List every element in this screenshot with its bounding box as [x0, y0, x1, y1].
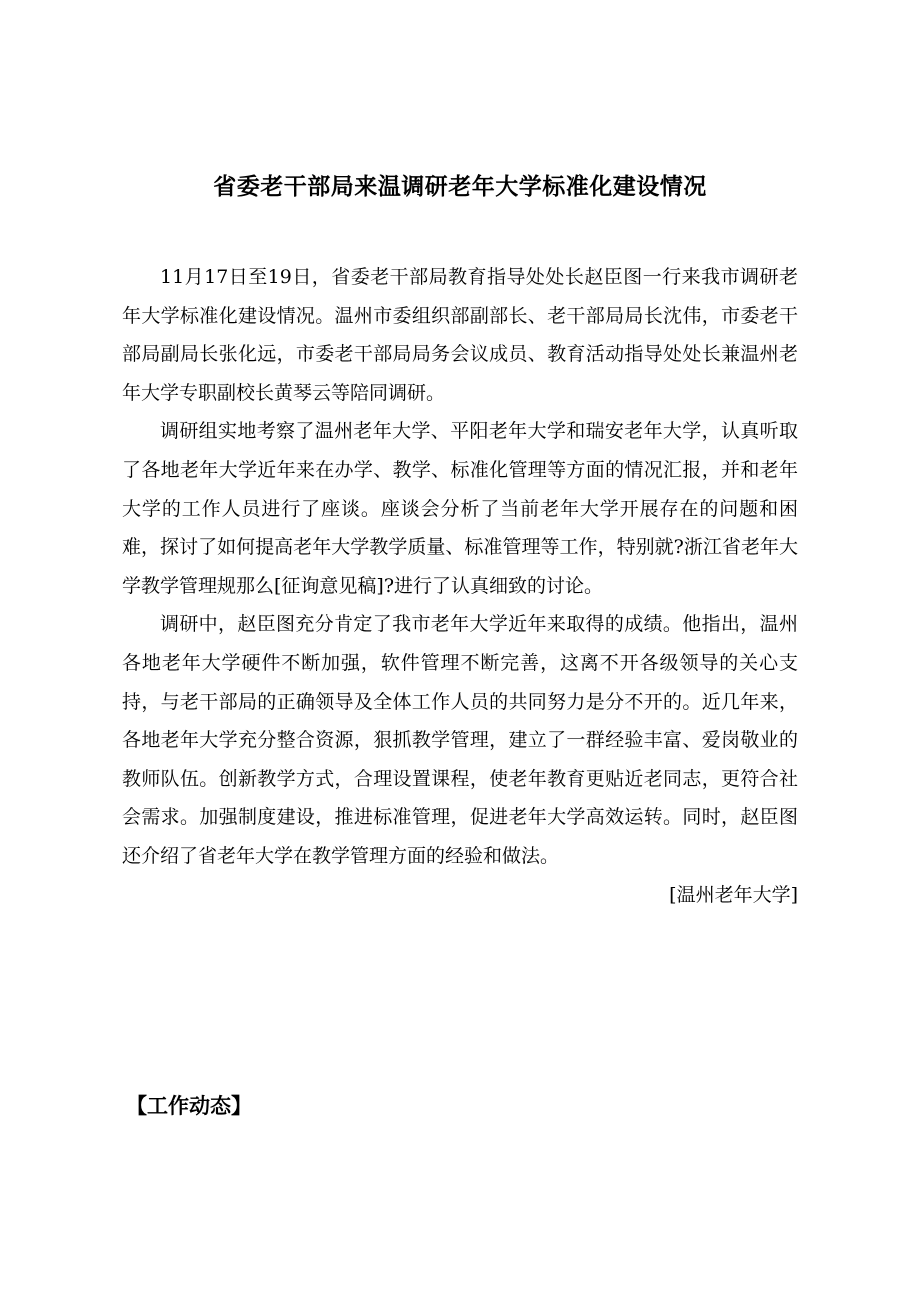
article-body	[122, 258, 798, 914]
article-title: 省委老干部局来温调研老年大学标准化建设情况	[213, 174, 707, 200]
paragraph-inspection: 调研组实地考察了温州老年大学、平阳老年大学和瑞安老年大学，认真听取了各地老年大学近年来在办学、教学、标准化管理等方面的情况汇报，并和老年大学的工作人员进行了座谈。座谈会分析了当前老年大学开展存在的问题和困难，探讨了如何提高老年大学教学质量、标准管理等工作，特别就?浙江省老年大学教学管理规那么[征询意见稿]?进行了认真细致的讨论。	[122, 420, 798, 597]
source-signature: [温州老年大学]	[669, 883, 798, 906]
paragraph-remarks: 调研中，赵臣图充分肯定了我市老年大学近年来取得的成绩。他指出，温州各地老年大学硬件不断加强，软件管理不断完善，这离不开各级领导的关心支持，与老干部局的正确领导及全体工作人员的共同努力是分不开的。近几年来，各地老年大学充分整合资源，狠抓教学管理，建立了一群经验丰富、爱岗敬业的教师队伍。创新教学方式，合理设置课程，使老年教育更贴近老同志，更符合社会需求。加强制度建设，推进标准管理，促进老年大学高效运转。同时，赵臣图还介绍了省老年大学在教学管理方面的经验和做法。	[122, 613, 798, 867]
paragraph-intro: 11月17日至19日，省委老干部局教育指导处处长赵臣图一行来我市调研老年大学标准化建设情况。温州市委组织部副部长、老干部局局长沈伟，市委老干部局副局长张化远，市委老干部局局务会议成员、教育活动指导处处长兼温州老年大学专职副校长黄琴云等陪同调研。	[122, 266, 798, 404]
section-heading-work-news: 【工作动态】	[126, 1094, 252, 1118]
